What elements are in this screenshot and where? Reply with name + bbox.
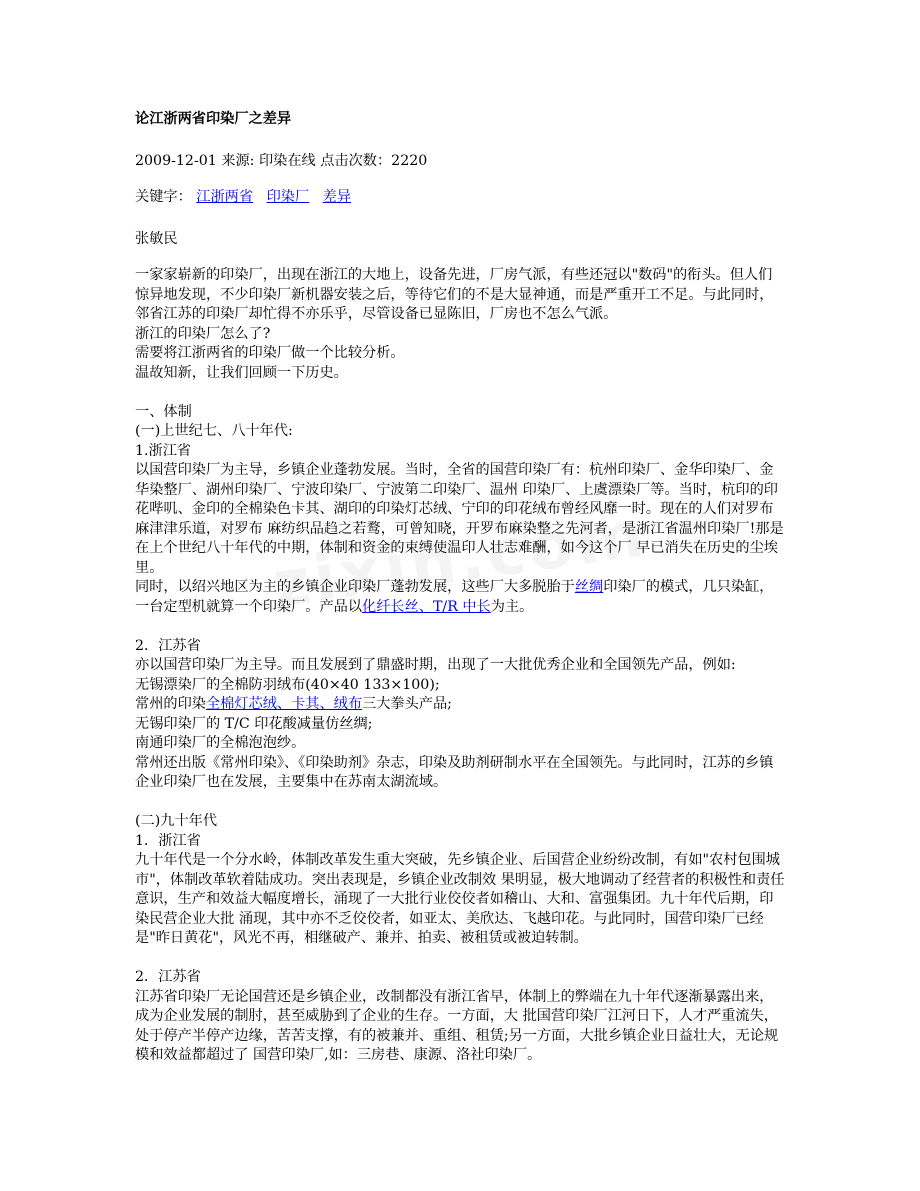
keyword-link-difference[interactable]: 差异 — [322, 189, 352, 205]
text: 三大拳头产品; — [362, 696, 452, 712]
province-label: 1．浙江省 — [135, 832, 201, 849]
link-cotton-products[interactable]: 全棉灯芯绒、卡其、绒布 — [205, 696, 363, 712]
paragraph: 江苏省印染厂无论国营还是乡镇企业，改制都没有浙江省早，体制上的弊端在九十年代逐渐暴露出来，成为企业发展的制肘，甚至威胁到了企业的生存。一方面，大 批国营印染厂江河日下，人才严重流失，处于停产半停产边缘，苦苦支撑，有的被兼并、重组、租赁;另一方面，大批乡镇企业日益壮大，无论规模和效益都超过了 国营印染厂,如：三房巷、康源、洛社印染厂。 — [135, 988, 779, 1063]
article-meta: 2009-12-01 来源: 印染在线 点击次数：2220 — [135, 153, 428, 169]
article-title: 论江浙两省印染厂之差异 — [135, 111, 292, 127]
keyword-link-dyeing-factory[interactable]: 印染厂 — [266, 189, 310, 205]
section-heading: 一、体制 — [135, 403, 192, 420]
paragraph: 常州还出版《常州印染》、《印染助剂》杂志，印染及助剂研制水平在全国领先。与此同时，江苏的乡镇企业印染厂也在发展，主要集中在苏南太湖流域。 — [135, 754, 774, 790]
spacer — [135, 793, 785, 813]
paragraph — [135, 578, 785, 617]
subsection-heading: (一)上世纪七、八十年代: — [135, 423, 293, 439]
paragraph: 一家家崭新的印染厂，出现在浙江的大地上，设备先进，厂房气派，有些还冠以"数码"的衔头。但人们惊异地发现，不少印染厂新机器安装之后，等待它们的不是大显神通，而是严重开工不足。与此同时，邻省江苏的印染厂却忙得不亦乐乎，尽管设备已显陈旧，厂房也不怎么气派。 — [135, 267, 774, 322]
text: 常州的印染 — [135, 696, 206, 712]
article-author: 张敏民 — [135, 231, 178, 247]
paragraph: 亦以国营印染厂为主导。而且发展到了鼎盛时期，出现了一大批优秀企业和全国领先产品，例如: — [135, 657, 736, 673]
paragraph — [135, 695, 785, 715]
text: 为主。 — [490, 598, 534, 615]
paragraph: 浙江的印染厂怎么了? — [135, 325, 271, 342]
keywords-label: 关键字： — [135, 189, 192, 205]
keywords-row — [135, 186, 360, 206]
paragraph: 温故知新，让我们回顾一下历史。 — [135, 364, 348, 381]
article-body — [135, 266, 785, 1066]
spacer — [135, 949, 785, 969]
text: 同时，以绍兴地区为主的乡镇企业印染厂蓬勃发展，这些厂大多脱胎于 — [135, 579, 575, 595]
paragraph: 九十年代是一个分水岭，体制改革发生重大突破，先乡镇企业、后国营企业纷纷改制，有如"农村包围城市"，体制改革软着陆成功。突出表现是，乡镇企业改制效 果明显，极大地调动了经营者的积极性和责任意识，生产和效益大幅度增长，涌现了一大批行业佼佼者如稽山、大和、富强集团。九十年代后期，印染民营企业大批 涌现，其中亦不乏佼佼者，如亚太、美欣达、飞越印花。与此同时，国营印染厂已经是"昨日黄花"，风光不再，相继破产、兼并、拍卖、被租赁或被迫转制。 — [135, 852, 785, 946]
text: 印染厂的模式，几只染缸，一台定型机就算一个印染厂。产品以 — [135, 579, 774, 615]
spacer — [135, 617, 785, 637]
spacer — [135, 383, 785, 403]
keyword-link-jiangzhe[interactable]: 江浙两省 — [196, 189, 254, 205]
paragraph: 需要将江浙两省的印染厂做一个比较分析。 — [135, 345, 405, 361]
province-label: 2．江苏省 — [135, 637, 201, 654]
paragraph: 南通印染厂的全棉泡泡纱。 — [135, 735, 306, 751]
link-chemical-fiber[interactable]: 化纤长丝、T/R 中长 — [362, 598, 491, 615]
paragraph: 无锡印染厂的 T/C 印花酸减量仿丝绸; — [135, 715, 373, 732]
province-label: 2．江苏省 — [135, 969, 201, 985]
link-silk[interactable]: 丝绸 — [574, 579, 604, 595]
paragraph: 无锡漂染厂的全棉防羽绒布(40×40 133×100); — [135, 676, 440, 693]
province-label: 1.浙江省 — [135, 442, 192, 459]
paragraph: 以国营印染厂为主导，乡镇企业蓬勃发展。当时，全省的国营印染厂有：杭州印染厂、金华印染厂、金华染整厂、湖州印染厂、宁波印染厂、宁波第二印染厂、温州 印染厂、上虞漂染厂等。当时，杭印的印花哔叽、金印的全棉染色卡其、湖印的印染灯芯绒、宁印的印花绒布曾经风靡一时。现在的人们对罗布麻津津乐道，对罗布 麻纺织品趋之若鹜，可曾知晓，开罗布麻染整之先河者，是浙江省温州印染厂!那是在上个世纪八十年代的中期，体制和资金的束缚使温印人壮志难酬，如今这个厂 早已消失在历史的尘埃里。 — [135, 462, 784, 576]
subsection-heading: (二)九十年代 — [135, 813, 218, 829]
